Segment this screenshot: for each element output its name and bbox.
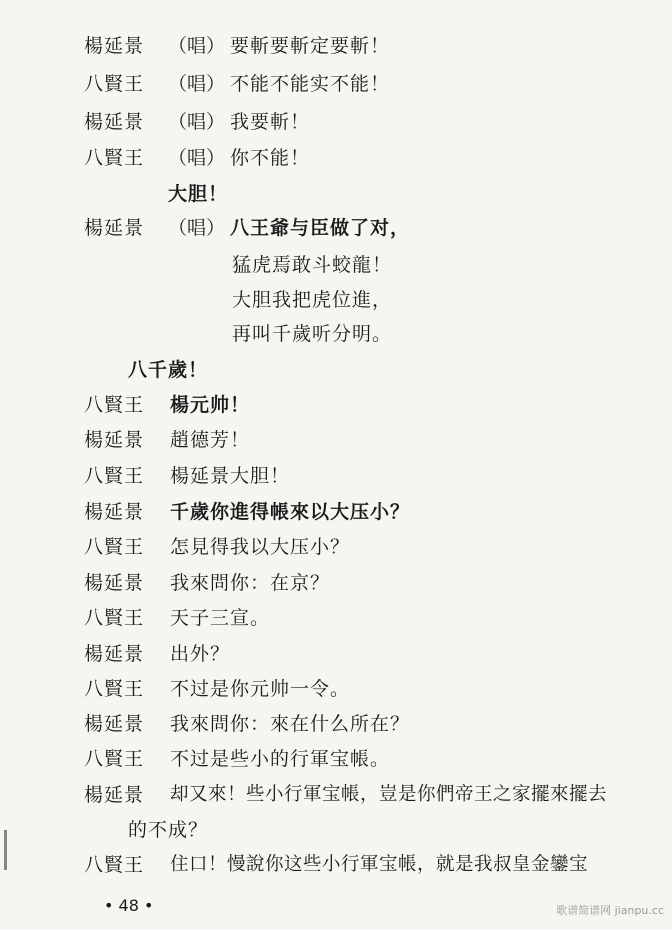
speaker-label: 八賢王 xyxy=(84,854,145,876)
verse-line: 再叫千歲听分明。 xyxy=(232,323,393,345)
singing-marker: （唱） xyxy=(168,147,226,169)
watermark: 歌谱简谱网 jianpu.cc xyxy=(556,904,664,917)
speaker-label: 八賢王 xyxy=(84,147,145,169)
dialogue-text: 不能不能实不能！ xyxy=(230,73,391,95)
speaker-label: 楊延景 xyxy=(84,713,145,735)
dialogue-text: 我來問你：來在什么所在？ xyxy=(170,713,411,735)
speaker-label: 八賢王 xyxy=(84,748,145,770)
page-number: • 48 • xyxy=(104,896,154,915)
speaker-label: 楊延景 xyxy=(84,217,145,239)
dialogue-text: 怎見得我以大压小？ xyxy=(170,536,351,558)
speaker-label: 楊延景 xyxy=(84,643,145,665)
dialogue-text: 要斬要斬定要斬！ xyxy=(230,35,391,57)
dialogue-text: 不过是些小的行軍宝帳。 xyxy=(170,748,391,770)
speaker-label: 楊延景 xyxy=(84,501,145,523)
verse-line: 猛虎焉敢斗蛟龍！ xyxy=(232,254,393,276)
dialogue-text: 楊元帅！ xyxy=(170,394,251,416)
speaker-label: 楊延景 xyxy=(84,572,145,594)
scan-edge-mark xyxy=(4,830,7,870)
speaker-label: 八賢王 xyxy=(84,465,145,487)
verse-line: 大胆我把虎位進， xyxy=(232,289,393,311)
dialogue-text: 天子三宣。 xyxy=(170,607,271,629)
dialogue-text: 不过是你元帅一令。 xyxy=(170,678,351,700)
speaker-label: 八賢王 xyxy=(84,536,145,558)
singing-marker: （唱） xyxy=(168,73,226,95)
speaker-label: 楊延景 xyxy=(84,784,145,806)
dialogue-text: 大胆！ xyxy=(168,183,229,205)
dialogue-text: 你不能！ xyxy=(230,147,311,169)
speaker-label: 八賢王 xyxy=(84,73,145,95)
speaker-label: 楊延景 xyxy=(84,35,145,57)
speaker-label: 楊延景 xyxy=(84,111,145,133)
singing-marker: （唱） xyxy=(168,35,226,57)
singing-marker: （唱） xyxy=(168,111,226,133)
singing-marker: （唱） xyxy=(168,217,226,239)
dialogue-text: 却又來！些小行軍宝帳，豈是你們帝王之家擺來擺去 xyxy=(170,784,608,805)
speaker-label: 八賢王 xyxy=(84,678,145,700)
dialogue-text: 八王爺与臣做了对， xyxy=(230,217,411,239)
speaker-label: 八賢王 xyxy=(84,607,145,629)
dialogue-text: 千歲你進得帳來以大压小？ xyxy=(170,501,411,523)
dialogue-text: 趙德芳！ xyxy=(170,429,251,451)
dialogue-text: 八千歲！ xyxy=(128,359,209,381)
dialogue-text: 我要斬！ xyxy=(230,111,311,133)
dialogue-text: 住口！慢說你这些小行軍宝帳，就是我叔皇金鑾宝 xyxy=(170,854,589,875)
dialogue-text: 出外？ xyxy=(170,643,231,665)
dialogue-text: 楊延景大胆！ xyxy=(170,465,291,487)
speaker-label: 楊延景 xyxy=(84,429,145,451)
speaker-label: 八賢王 xyxy=(84,394,145,416)
dialogue-text: 的不成？ xyxy=(128,819,209,841)
dialogue-text: 我來問你：在京？ xyxy=(170,572,331,594)
